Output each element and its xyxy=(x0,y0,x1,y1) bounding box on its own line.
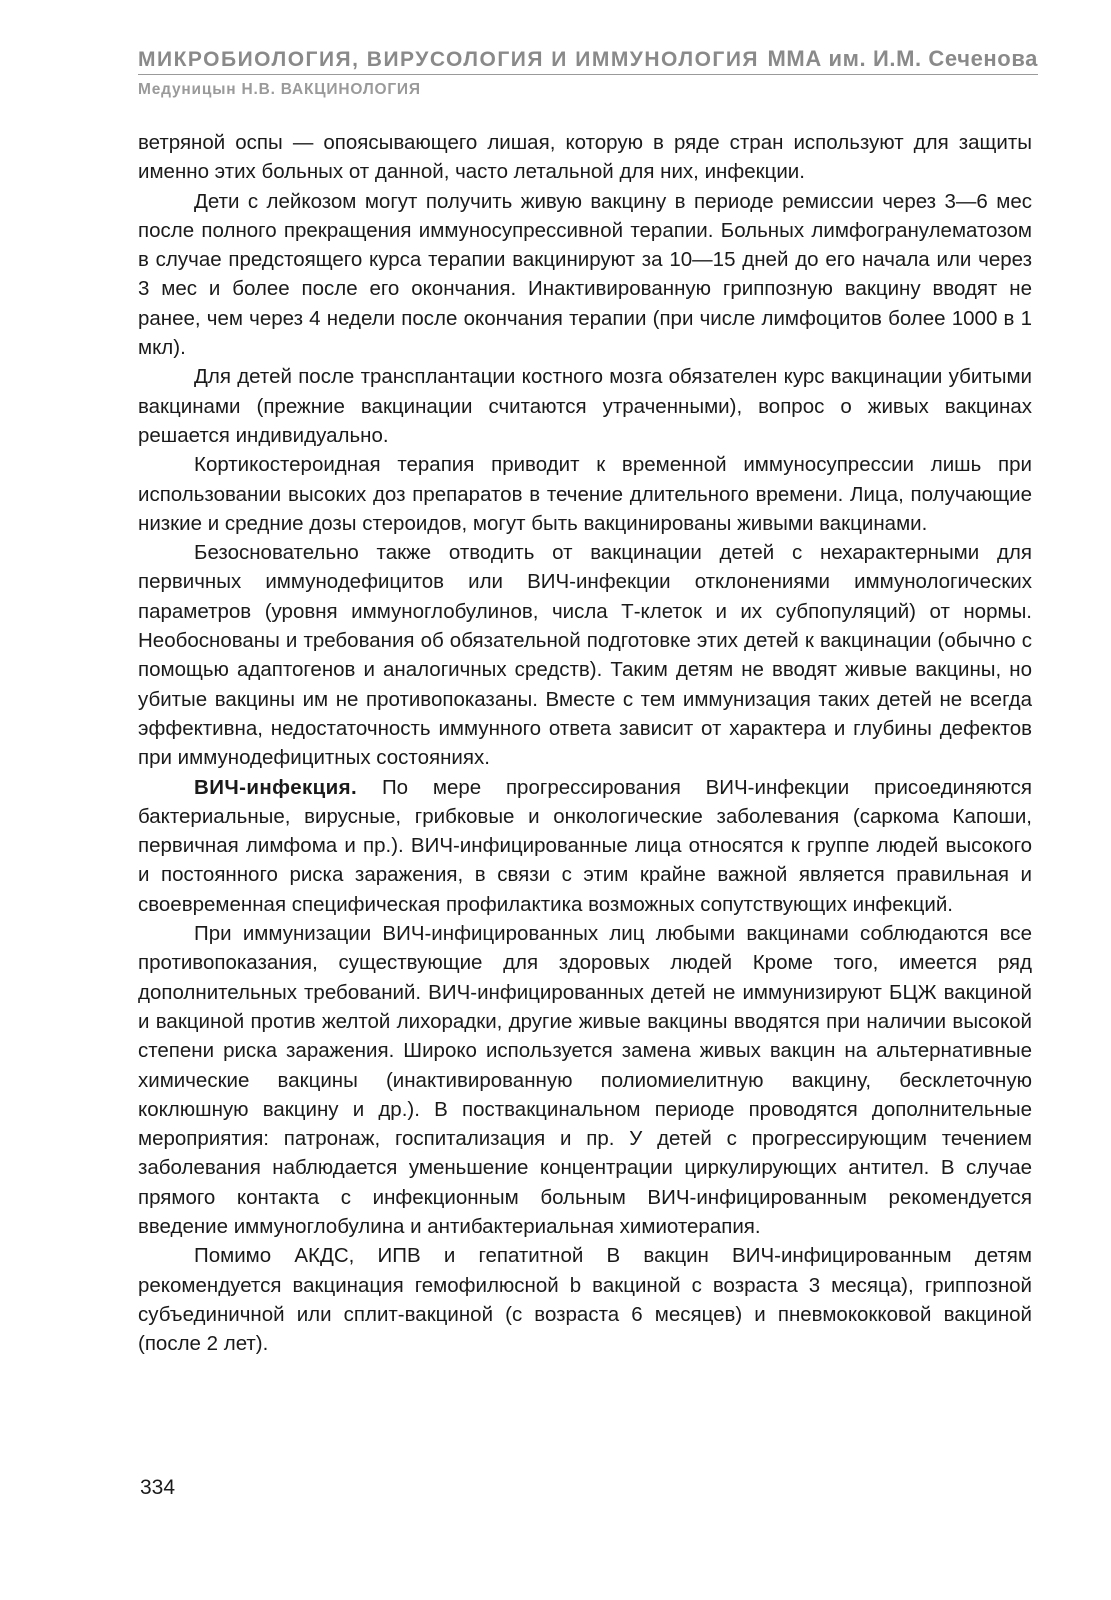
body-text xyxy=(138,128,1032,1358)
paragraph-6-text: По мере прогрессирования ВИЧ-инфекции присоединяются бактериальные, вирусные, грибковые и онкологические заболевания (саркома Капоши, первичная лимфома и пр.). ВИЧ-инфицированные лица относятся к группе людей высокого и постоянного риска заражения, в связи с этим крайне важной является правильная и своевременная специфическая профилактика возможных сопутствующих инфекций. xyxy=(138,775,1032,916)
paragraph-4: Кортикостероидная терапия приводит к временной иммуносупрессии лишь при использовании высоких доз препаратов в течение длительного времени. Лица, получающие низкие и средние дозы стероидов, могут быть вакцинированы живыми вакцинами. xyxy=(138,453,1032,535)
section-heading-hiv: ВИЧ-инфекция. xyxy=(194,775,358,799)
paragraph-6 xyxy=(138,773,1032,919)
book-series-title: МИКРОБИОЛОГИЯ, ВИРУСОЛОГИЯ И ИММУНОЛОГИЯ xyxy=(138,48,760,71)
paragraph-5: Безосновательно также отводить от вакцинации детей с нехарактерными для первичных иммунодефицитов или ВИЧ-инфекции отклонениями иммунологических параметров (уровня иммуноглобулинов, числа Т-клеток и их субпопуляций) от нормы. Необоснованы и требования об обязательной подготовке этих детей к вакцинации (обычно с помощью адаптогенов и аналогичных средств). Таким детям не вводят живые вакцины, но убитые вакцины им не противопоказаны. Вместе с тем иммунизация таких детей не всегда эффективна, недостаточность иммунного ответа зависит от характера и глубины дефектов при иммунодефицитных состояниях. xyxy=(138,541,1032,770)
paragraph-1: ветряной оспы — опоясывающего лишая, которую в ряде стран используют для защиты именно этих больных от данной, часто летальной для них, инфекции. xyxy=(138,131,1032,184)
institution-name: ММА им. И.М. Сеченова xyxy=(767,46,1038,71)
paragraph-8: Помимо АКДС, ИПВ и гепатитной В вакцин ВИЧ-инфицированным детям рекомендуется вакцинация гемофилюсной b вакциной с возраста 3 месяца), гриппозной субъединичной или сплит-вакциной (с возраста 6 месяцев) и пневмококковой вакциной (после 2 лет). xyxy=(138,1244,1032,1356)
paragraph-7: При иммунизации ВИЧ-инфицированных лиц любыми вакцинами соблюдаются все противопоказания, существующие для здоровых людей Кроме того, имеется ряд дополнительных требований. ВИЧ-инфицированных детей не иммунизируют БЦЖ вакциной и вакциной против желтой лихорадки, другие живые вакцины вводятся при наличии высокой степени риска заражения. Широко используется замена живых вакцин на альтернативные химические вакцины (инактивированную полиомиелитную вакцину, бесклеточную коклюшную вакцину и др.). В поствакцинальном периоде проводятся дополнительные мероприятия: патронаж, госпитализация и пр. У детей с прогрессирующим течением заболевания наблюдается уменьшение концентрации циркулирующих антител. В случае прямого контакта с инфекционным больным ВИЧ-инфицированным рекомендуется введение иммуноглобулина и антибактериальная химиотерапия. xyxy=(138,922,1032,1238)
header-row xyxy=(138,46,1038,75)
paragraph-3: Для детей после трансплантации костного мозга обязателен курс вакцинации убитыми вакцинами (прежние вакцинации считаются утраченными), вопрос о живых вакцинах решается индивидуально. xyxy=(138,365,1032,447)
author-book-title: Медуницын Н.В. ВАКЦИНОЛОГИЯ xyxy=(138,81,421,98)
page-number: 334 xyxy=(140,1476,176,1499)
paragraph-2: Дети с лейкозом могут получить живую вакцину в периоде ремиссии через 3—6 мес после полного прекращения иммуносупрессивной терапии. Больных лимфогранулематозом в случае предстоящего курса терапии вакцинируют за 10—15 дней до его начала или через 3 мес и более после его окончания. Инактивированную гриппозную вакцину вводят не ранее, чем через 4 недели после окончания терапии (при числе лимфоцитов более 1000 в 1 мкл). xyxy=(138,189,1032,360)
running-header xyxy=(138,46,1038,99)
